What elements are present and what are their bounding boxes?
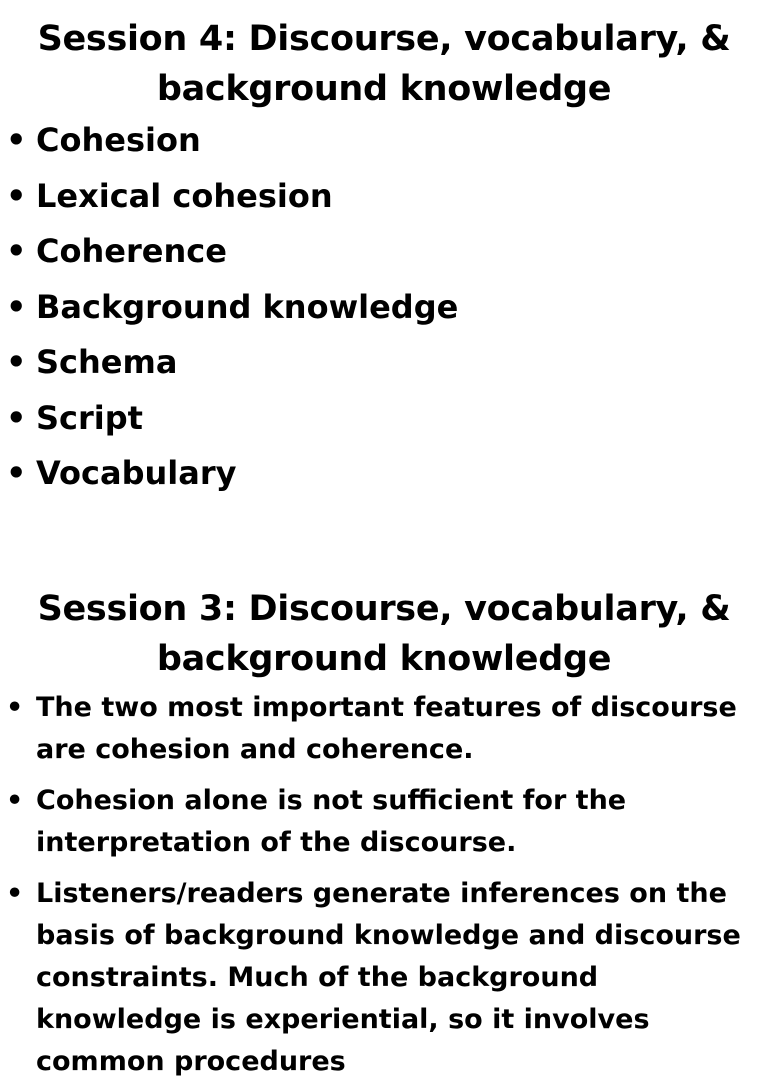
bullet-text: Vocabulary	[36, 454, 237, 492]
title-line-1: Session 4: Discourse, vocabulary, &	[37, 19, 731, 59]
bullet-text: The two most important features of discourse are cohesion and coherence.	[36, 692, 737, 765]
bullet-icon: •	[6, 232, 27, 270]
bullet-icon: •	[6, 398, 27, 437]
bullet-item	[0, 873, 768, 1083]
bullet-item	[0, 229, 768, 273]
bullet-text: Background knowledge	[36, 287, 459, 326]
bullet-text: Coherence	[36, 232, 227, 270]
bullet-text: Script	[36, 398, 143, 437]
bullet-icon: •	[6, 287, 27, 326]
slide-title	[0, 14, 768, 114]
bullet-icon: •	[6, 176, 27, 215]
bullet-icon: •	[6, 343, 27, 381]
bullet-icon: •	[6, 692, 24, 723]
bullet-list	[0, 118, 768, 495]
slide-session-4	[0, 14, 768, 507]
bullet-text: Schema	[36, 343, 178, 381]
bullet-item	[0, 174, 768, 218]
bullet-item	[0, 687, 768, 771]
bullet-icon: •	[6, 454, 27, 492]
bullet-item	[0, 780, 768, 864]
bullet-item	[0, 285, 768, 329]
bullet-icon: •	[6, 785, 24, 816]
title-line-2: background knowledge	[156, 69, 612, 109]
title-line-1: Session 3: Discourse, vocabulary, &	[37, 589, 731, 629]
bullet-item	[0, 451, 768, 495]
bullet-icon: •	[6, 121, 27, 159]
title-line-2: background knowledge	[156, 639, 612, 679]
bullet-text: Lexical cohesion	[36, 176, 333, 215]
bullet-item	[0, 118, 768, 162]
slide-title	[0, 584, 768, 684]
bullet-text: Cohesion alone is not sufficient for the interpretation of the discourse.	[36, 785, 627, 858]
bullet-item	[0, 396, 768, 440]
bullet-text: Listeners/readers generate inferences on the basis of background knowledge and discourse constraints. Much of the background knowledge is experiential, so it involves common procedures	[36, 878, 741, 1077]
bullet-icon: •	[6, 878, 24, 909]
bullet-item	[0, 340, 768, 384]
slide-session-3	[0, 584, 768, 1092]
bullet-text: Cohesion	[36, 121, 201, 159]
